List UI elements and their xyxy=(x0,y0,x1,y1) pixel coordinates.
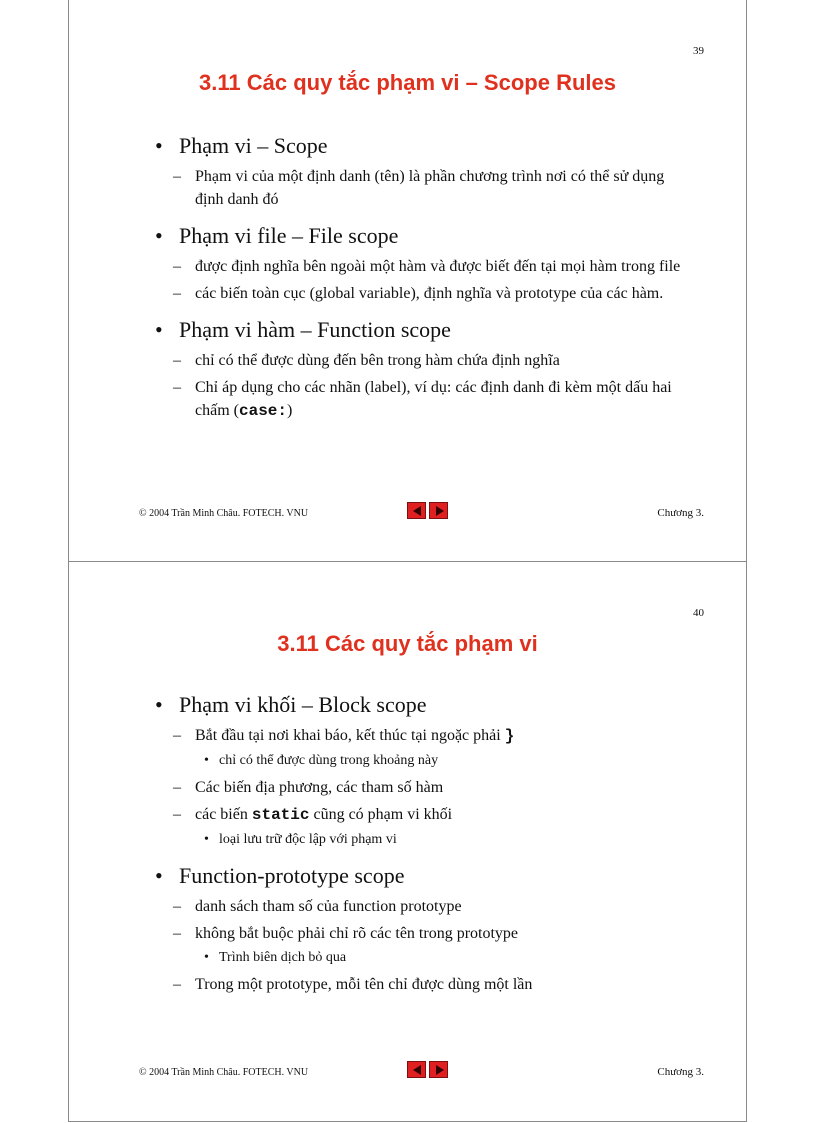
bullet-scope: • Phạm vi – Scope xyxy=(155,131,686,161)
bullet-dot-icon: • xyxy=(155,133,163,158)
next-arrow-icon xyxy=(436,1065,444,1075)
sub-bullet: – chỉ có thể được dùng đến bên trong hàm chứa định nghĩa xyxy=(155,349,686,372)
sub-bullet: – Trong một prototype, mỗi tên chỉ được dùng một lần xyxy=(155,973,686,996)
dash-icon: – xyxy=(173,168,181,185)
sub-bullet: – Chỉ áp dụng cho các nhãn (label), ví dụ: các định danh đi kèm một dấu hai chấm (case:) xyxy=(155,376,686,423)
dash-icon: – xyxy=(173,258,181,275)
bullet-function-scope: • Phạm vi hàm – Function scope xyxy=(155,315,686,345)
slide-40 xyxy=(68,562,747,1122)
bullet-dot-icon: • xyxy=(155,692,163,717)
sub-bullet: – được định nghĩa bên ngoài một hàm và được biết đến tại mọi hàm trong file xyxy=(155,255,686,278)
bullet-dot-icon: • xyxy=(204,832,209,847)
bullet-dot-icon: • xyxy=(155,863,163,888)
prev-slide-button[interactable] xyxy=(407,502,426,519)
sub-bullet: – các biến static cũng có phạm vi khối xyxy=(155,803,686,827)
dash-icon: – xyxy=(173,806,181,823)
dash-icon: – xyxy=(173,285,181,302)
sub-bullet: – các biến toàn cục (global variable), định nghĩa và prototype của các hàm. xyxy=(155,282,686,305)
slide-title: 3.11 Các quy tắc phạm vi – Scope Rules xyxy=(199,70,616,95)
dash-icon: – xyxy=(173,727,181,744)
bullet-dot-icon: • xyxy=(155,223,163,248)
sub-sub-bullet: • Trình biên dịch bỏ qua xyxy=(155,947,686,969)
sub-sub-bullet: • chỉ có thể được dùng trong khoảng này xyxy=(155,750,686,772)
dash-icon: – xyxy=(173,379,181,396)
bullet-dot-icon: • xyxy=(204,950,209,965)
code-static: static xyxy=(251,806,310,824)
prev-arrow-icon xyxy=(413,506,421,516)
slide-title: 3.11 Các quy tắc phạm vi xyxy=(277,631,538,656)
slide-39 xyxy=(68,0,747,562)
code-case: case: xyxy=(238,402,287,420)
bullet-dot-icon: • xyxy=(204,753,209,768)
bullet-dot-icon: • xyxy=(155,317,163,342)
dash-icon: – xyxy=(173,779,181,796)
dash-icon: – xyxy=(173,976,181,993)
copyright: © 2004 Trần Minh Châu. FOTECH. VNU xyxy=(139,1067,309,1078)
sub-bullet: – Phạm vi của một định danh (tên) là phần chương trình nơi có thể sử dụng định danh đó xyxy=(155,165,686,211)
prev-slide-button[interactable] xyxy=(407,1061,426,1078)
slide-body xyxy=(155,131,686,423)
chapter-label: Chương 3. xyxy=(657,1066,704,1078)
code-brace: } xyxy=(504,727,515,745)
dash-icon: – xyxy=(173,925,181,942)
bullet-function-prototype-scope: • Function-prototype scope xyxy=(155,861,686,891)
chapter-label: Chương 3. xyxy=(657,507,704,519)
page-number: 40 xyxy=(693,607,704,619)
next-slide-button[interactable] xyxy=(429,1061,448,1078)
dash-icon: – xyxy=(173,352,181,369)
next-slide-button[interactable] xyxy=(429,502,448,519)
sub-sub-bullet: • loại lưu trữ độc lập với phạm vi xyxy=(155,829,686,851)
slide-body xyxy=(155,690,686,996)
sub-bullet: – không bắt buộc phải chỉ rõ các tên trong prototype xyxy=(155,922,686,945)
copyright: © 2004 Trần Minh Châu. FOTECH. VNU xyxy=(139,508,309,519)
bullet-block-scope: • Phạm vi khối – Block scope xyxy=(155,690,686,720)
sub-bullet: – danh sách tham số của function prototype xyxy=(155,895,686,918)
bullet-file-scope: • Phạm vi file – File scope xyxy=(155,221,686,251)
dash-icon: – xyxy=(173,898,181,915)
page-number: 39 xyxy=(693,45,704,57)
slide-nav xyxy=(407,502,448,519)
sub-bullet: – Các biến địa phương, các tham số hàm xyxy=(155,776,686,799)
slide-nav xyxy=(407,1061,448,1078)
next-arrow-icon xyxy=(436,506,444,516)
prev-arrow-icon xyxy=(413,1065,421,1075)
sub-bullet: – Bắt đầu tại nơi khai báo, kết thúc tại ngoặc phải } xyxy=(155,724,686,748)
